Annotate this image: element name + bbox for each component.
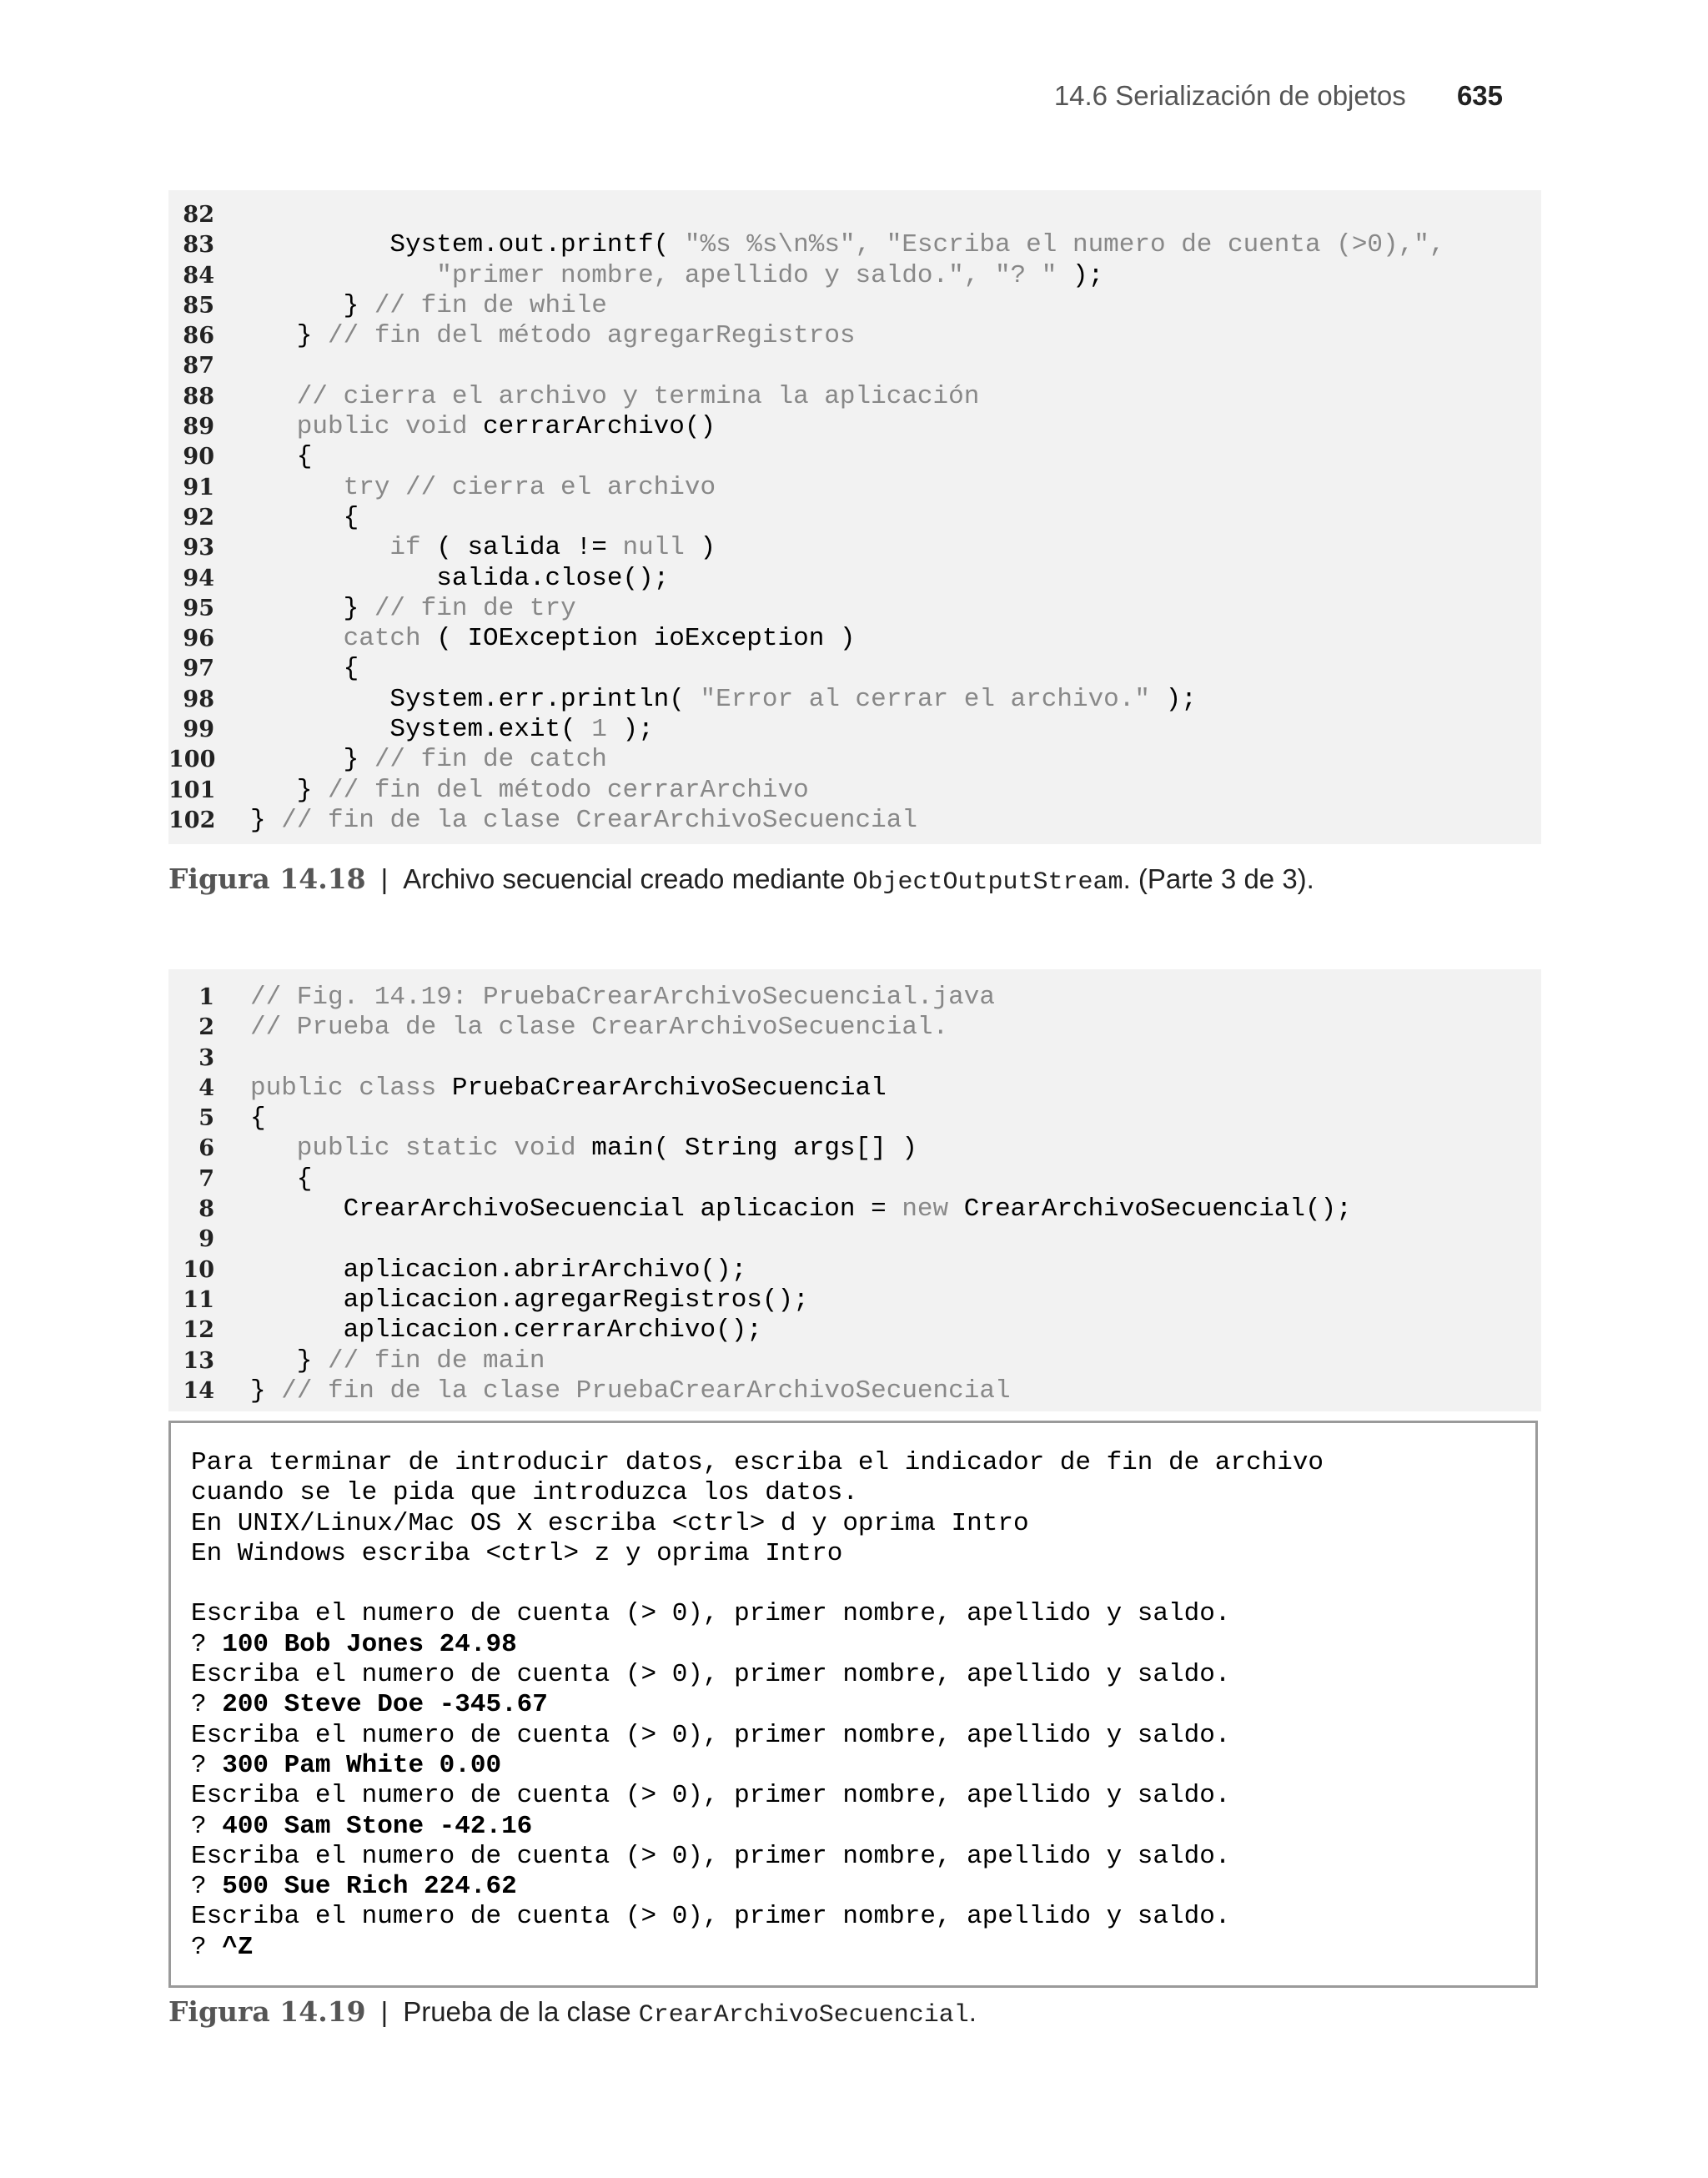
user-input-text: 100 Bob Jones 24.98 <box>222 1629 517 1659</box>
code-text <box>250 624 856 654</box>
code-token: // Fig. 14.19: PruebaCrearArchivoSecuencial.java <box>250 983 995 1012</box>
code-line <box>168 291 1541 321</box>
line-number: 3 <box>198 1044 214 1071</box>
code-text <box>250 654 359 684</box>
code-token: // fin de la clase CrearArchivoSecuencial <box>281 805 917 835</box>
output-text: En Windows escriba <ctrl> z y oprima Intro <box>191 1538 843 1568</box>
code-token: } <box>250 290 374 320</box>
code-token: // Prueba de la clase CrearArchivoSecuencial. <box>250 1013 949 1043</box>
line-number: 93 <box>183 535 214 561</box>
code-token: // fin de catch <box>374 745 607 775</box>
code-token: // fin de while <box>374 290 607 320</box>
code-line <box>168 1195 1541 1225</box>
code-line <box>168 533 1541 563</box>
code-token: salida.close(); <box>250 563 670 593</box>
line-number: 9 <box>198 1226 214 1253</box>
line-number: 91 <box>183 474 214 500</box>
caption-separator: | <box>380 863 389 894</box>
code-text <box>250 382 979 412</box>
code-line <box>168 1255 1541 1285</box>
code-text <box>250 1134 917 1164</box>
code-line <box>168 715 1541 745</box>
line-number: 6 <box>198 1135 214 1162</box>
code-token: } <box>250 593 374 623</box>
output-text: cuando se le pida que introduzca los datos. <box>191 1478 858 1508</box>
code-line <box>168 685 1541 715</box>
output-line <box>171 1872 1535 1902</box>
line-number: 98 <box>183 686 214 712</box>
code-line <box>168 1134 1541 1164</box>
output-line <box>171 1721 1535 1751</box>
line-number: 2 <box>198 1014 214 1041</box>
line-number: 14 <box>183 1377 214 1404</box>
output-line <box>171 1781 1535 1811</box>
code-token: ( salida != <box>436 533 623 563</box>
user-input-text: 400 Sam Stone -42.16 <box>222 1811 533 1841</box>
code-listing-fig-14-19 <box>168 969 1541 1411</box>
line-number: 95 <box>183 595 214 621</box>
line-number: 94 <box>183 565 214 591</box>
code-text <box>250 776 809 806</box>
code-line <box>168 200 1541 230</box>
code-line <box>168 503 1541 533</box>
code-line <box>168 473 1541 503</box>
code-token: // cierra el archivo <box>405 472 716 502</box>
code-token: aplicacion.agregarRegistros(); <box>250 1285 809 1315</box>
section-title: 14.6 Serialización de objetos <box>1053 80 1406 111</box>
code-line <box>168 230 1541 260</box>
code-text <box>250 715 654 745</box>
caption-text: Prueba de la clase <box>403 1996 639 2027</box>
code-text <box>250 503 359 533</box>
code-token: // fin de main <box>328 1346 545 1376</box>
caption-separator: | <box>380 1996 389 2027</box>
code-token: if <box>250 533 437 563</box>
code-text <box>250 473 716 503</box>
output-line <box>171 1509 1535 1539</box>
code-token: CrearArchivoSecuencial aplicacion = <box>250 1195 902 1225</box>
line-number: 100 <box>168 747 216 773</box>
code-text <box>250 1315 762 1346</box>
code-line <box>168 321 1541 351</box>
output-line <box>171 1690 1535 1720</box>
user-input-text: 500 Sue Rich 224.62 <box>222 1872 517 1902</box>
code-token: } <box>250 805 282 835</box>
code-token: new <box>902 1195 964 1225</box>
code-text <box>250 533 716 563</box>
code-token: public static void <box>250 1134 592 1164</box>
code-token: System.err.println( <box>250 684 701 714</box>
code-line <box>168 1044 1541 1074</box>
output-line <box>171 1539 1535 1569</box>
code-text <box>250 291 607 321</box>
code-line <box>168 776 1541 806</box>
code-text <box>250 1164 312 1195</box>
line-number: 7 <box>198 1165 214 1192</box>
line-number: 1 <box>198 984 214 1010</box>
code-line <box>168 1285 1541 1315</box>
caption-code: CrearArchivoSecuencial <box>638 2001 969 2030</box>
output-line <box>171 1902 1535 1932</box>
line-number: 92 <box>183 504 214 531</box>
output-line <box>171 1812 1535 1842</box>
code-token: { <box>250 654 359 684</box>
code-token: aplicacion.cerrarArchivo(); <box>250 1315 762 1346</box>
code-token: } <box>250 1376 282 1406</box>
code-line <box>168 382 1541 412</box>
code-line <box>168 1376 1541 1406</box>
output-text: ? <box>191 1932 223 1962</box>
code-line <box>168 1315 1541 1346</box>
code-text <box>250 983 995 1013</box>
output-text: ? <box>191 1690 223 1720</box>
code-token: ); <box>606 715 654 745</box>
code-token: ); <box>1150 684 1197 714</box>
code-token: } <box>250 321 329 351</box>
figure-label: Figura 14.19 <box>168 1995 366 2028</box>
user-input-text: 300 Pam White 0.00 <box>222 1750 502 1780</box>
code-token: public void <box>250 412 484 442</box>
code-token: System.out.printf( <box>250 230 685 260</box>
output-text: Escriba el numero de cuenta (> 0), primer nombre, apellido y saldo. <box>191 1841 1231 1871</box>
code-line <box>168 654 1541 684</box>
output-text: Para terminar de introducir datos, escriba el indicador de fin de archivo <box>191 1448 1324 1477</box>
code-text <box>250 321 856 351</box>
line-number: 8 <box>198 1196 214 1223</box>
code-line <box>168 594 1541 624</box>
code-text <box>250 412 716 442</box>
code-token: "primer nombre, apellido y saldo.", "? " <box>250 260 1073 290</box>
code-token: ( IOException ioException ) <box>436 624 856 654</box>
line-number: 12 <box>183 1317 214 1344</box>
code-text <box>250 685 1197 715</box>
output-line <box>171 1751 1535 1781</box>
code-line <box>168 1346 1541 1376</box>
code-token: } <box>250 1346 329 1376</box>
code-token: cerrarArchivo() <box>483 412 716 442</box>
line-number: 84 <box>183 262 214 289</box>
line-number: 4 <box>198 1074 214 1101</box>
output-line <box>171 1599 1535 1629</box>
line-number: 5 <box>198 1105 214 1132</box>
code-token: 1 <box>591 715 607 745</box>
line-number: 85 <box>183 292 214 319</box>
code-token: { <box>250 1104 266 1134</box>
figure-caption-14-19 <box>168 1995 977 2030</box>
line-number: 89 <box>183 414 214 440</box>
code-token: // fin del método cerrarArchivo <box>328 775 809 805</box>
code-text <box>250 442 312 472</box>
line-number: 88 <box>183 383 214 410</box>
code-token: ) <box>684 533 716 563</box>
output-text: Escriba el numero de cuenta (> 0), primer nombre, apellido y saldo. <box>191 1720 1231 1750</box>
code-token: // fin de try <box>374 593 576 623</box>
code-line <box>168 1074 1541 1104</box>
code-token: "%s %s\n%s", "Escriba el numero de cuenta (>0),", <box>684 230 1445 260</box>
caption-code: ObjectOutputStream <box>852 868 1123 897</box>
line-number: 101 <box>168 777 216 803</box>
output-text: Escriba el numero de cuenta (> 0), primer nombre, apellido y saldo. <box>191 1902 1231 1932</box>
code-listing-fig-14-18 <box>168 190 1541 844</box>
line-number: 10 <box>183 1256 214 1283</box>
line-number: 11 <box>183 1286 214 1313</box>
code-token: // fin del método agregarRegistros <box>328 321 856 351</box>
code-token: main( String args[] ) <box>591 1134 917 1164</box>
running-header <box>0 80 1503 112</box>
code-line <box>168 745 1541 775</box>
code-text <box>250 230 1444 260</box>
code-line <box>168 1225 1541 1255</box>
code-line <box>168 624 1541 654</box>
code-text <box>250 1074 887 1104</box>
code-text <box>250 564 669 594</box>
line-number: 99 <box>183 717 214 743</box>
code-line <box>168 1104 1541 1134</box>
output-text: ? <box>191 1750 223 1780</box>
figure-label: Figura 14.18 <box>168 863 366 895</box>
code-text <box>250 594 576 624</box>
output-text: ? <box>191 1629 223 1659</box>
line-number: 97 <box>183 656 214 682</box>
line-number: 83 <box>183 232 214 259</box>
code-token: public class <box>250 1073 452 1103</box>
code-text <box>250 1346 545 1376</box>
code-token: { <box>250 502 359 532</box>
code-line <box>168 564 1541 594</box>
caption-text: Archivo secuencial creado mediante <box>403 863 853 894</box>
output-line <box>171 1842 1535 1872</box>
code-token: // fin de la clase PruebaCrearArchivoSecuencial <box>281 1376 1011 1406</box>
caption-text-end: . <box>968 1996 977 2027</box>
code-token: System.exit( <box>250 715 592 745</box>
code-token: CrearArchivoSecuencial(); <box>963 1195 1352 1225</box>
code-line <box>168 806 1541 836</box>
caption-text-end: . (Parte 3 de 3). <box>1123 863 1314 894</box>
code-token: "Error al cerrar el archivo." <box>700 684 1150 714</box>
code-line <box>168 351 1541 381</box>
code-token: aplicacion.abrirArchivo(); <box>250 1255 747 1285</box>
code-token: catch <box>250 624 437 654</box>
code-line <box>168 983 1541 1013</box>
code-text <box>250 1376 1011 1406</box>
code-line <box>168 442 1541 472</box>
code-line <box>168 1164 1541 1195</box>
code-token: { <box>250 1164 313 1194</box>
code-token: { <box>250 442 313 472</box>
line-number: 87 <box>183 353 214 380</box>
code-text <box>250 745 607 775</box>
user-input-text: 200 Steve Doe -345.67 <box>222 1690 548 1720</box>
code-text <box>250 1013 948 1043</box>
code-token: ); <box>1072 260 1104 290</box>
code-token: } <box>250 775 329 805</box>
code-token: // cierra el archivo y termina la aplicación <box>250 381 980 411</box>
code-text <box>250 1195 1352 1225</box>
page-number: 635 <box>1456 80 1503 111</box>
line-number: 86 <box>183 323 214 350</box>
code-text <box>250 806 917 836</box>
output-line <box>171 1569 1535 1599</box>
line-number: 13 <box>183 1347 214 1374</box>
code-line <box>168 261 1541 291</box>
code-text <box>250 1285 809 1315</box>
line-number: 102 <box>168 807 216 833</box>
output-text: Escriba el numero de cuenta (> 0), primer nombre, apellido y saldo. <box>191 1660 1231 1690</box>
line-number: 96 <box>183 626 214 652</box>
code-token: } <box>250 745 374 775</box>
output-text: ? <box>191 1872 223 1902</box>
code-line <box>168 412 1541 442</box>
output-line <box>171 1933 1535 1963</box>
code-text <box>250 1104 266 1134</box>
output-line <box>171 1478 1535 1508</box>
program-output-box <box>168 1421 1538 1988</box>
code-token: null <box>622 533 685 563</box>
code-token: try <box>250 472 406 502</box>
line-number: 90 <box>183 444 214 470</box>
code-text <box>250 261 1103 291</box>
figure-caption-14-18 <box>168 863 1314 897</box>
code-text <box>250 1255 746 1285</box>
output-text: Escriba el numero de cuenta (> 0), primer nombre, apellido y saldo. <box>191 1599 1231 1629</box>
output-line <box>171 1630 1535 1660</box>
output-line <box>171 1448 1535 1478</box>
output-text: Escriba el numero de cuenta (> 0), primer nombre, apellido y saldo. <box>191 1781 1231 1811</box>
line-number: 82 <box>183 202 214 228</box>
user-input-text: ^Z <box>222 1932 254 1962</box>
code-token: PruebaCrearArchivoSecuencial <box>451 1073 887 1103</box>
output-text: En UNIX/Linux/Mac OS X escriba <ctrl> d y oprima Intro <box>191 1508 1029 1538</box>
output-line <box>171 1660 1535 1690</box>
output-text: ? <box>191 1811 223 1841</box>
code-line <box>168 1013 1541 1043</box>
